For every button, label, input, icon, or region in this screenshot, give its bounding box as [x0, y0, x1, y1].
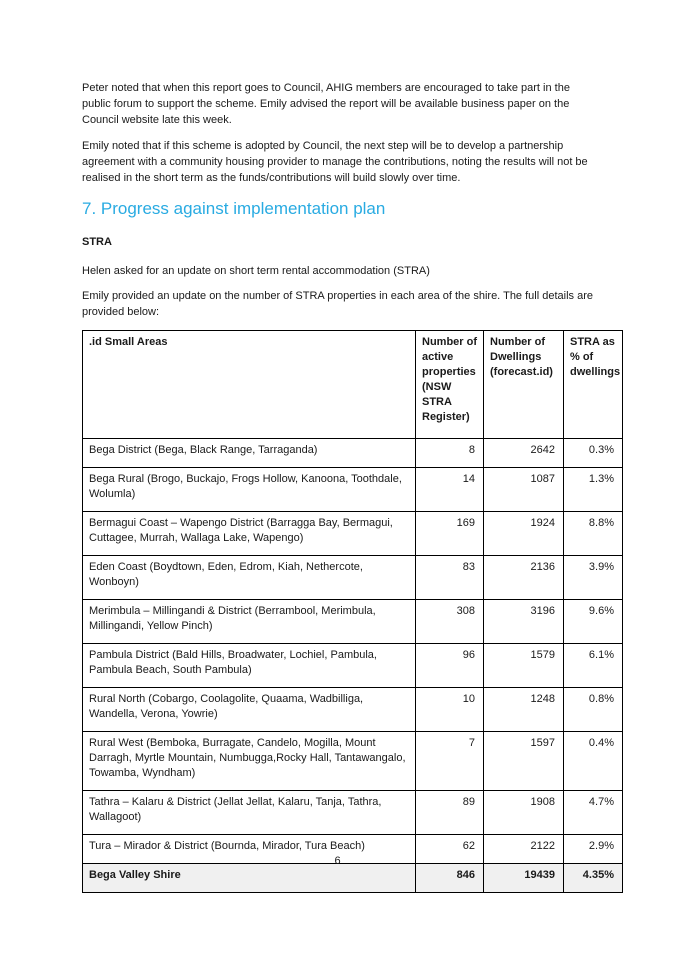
- table-header-row: [83, 331, 623, 439]
- cell-dwellings: 1908: [484, 791, 564, 835]
- cell-pct: 4.7%: [564, 791, 623, 835]
- cell-dwellings: 1087: [484, 468, 564, 512]
- cell-pct: 0.8%: [564, 688, 623, 732]
- cell-pct: 0.3%: [564, 439, 623, 468]
- cell-pct: 8.8%: [564, 512, 623, 556]
- cell-active: 89: [416, 791, 484, 835]
- cell-total-active: 846: [416, 864, 484, 893]
- table-row: [83, 512, 623, 556]
- cell-area: Bega District (Bega, Black Range, Tarraganda): [83, 439, 416, 468]
- cell-dwellings: 1248: [484, 688, 564, 732]
- stra-table: [82, 330, 623, 893]
- cell-pct: 2.9%: [564, 835, 623, 864]
- cell-pct: 0.4%: [564, 732, 623, 791]
- cell-total-pct: 4.35%: [564, 864, 623, 893]
- cell-active: 8: [416, 439, 484, 468]
- cell-total-dwellings: 19439: [484, 864, 564, 893]
- cell-area: Eden Coast (Boydtown, Eden, Edrom, Kiah, Nethercote, Wonboyn): [83, 556, 416, 600]
- cell-active: 308: [416, 600, 484, 644]
- table-row: [83, 600, 623, 644]
- table-row: [83, 644, 623, 688]
- cell-pct: 9.6%: [564, 600, 623, 644]
- cell-active: 83: [416, 556, 484, 600]
- cell-pct: 6.1%: [564, 644, 623, 688]
- cell-active: 10: [416, 688, 484, 732]
- table-row: [83, 791, 623, 835]
- cell-area: Tura – Mirador & District (Bournda, Mirador, Tura Beach): [83, 835, 416, 864]
- paragraph-helen: Helen asked for an update on short term rental accommodation (STRA): [82, 265, 430, 277]
- cell-pct: 1.3%: [564, 468, 623, 512]
- table-total-row: [83, 864, 623, 893]
- cell-dwellings: 1579: [484, 644, 564, 688]
- cell-area: Bermagui Coast – Wapengo District (Barragga Bay, Bermagui, Cuttagee, Murrah, Wallaga Lake, Wapengo): [83, 512, 416, 556]
- cell-active: 7: [416, 732, 484, 791]
- subheading-stra: STRA: [82, 236, 112, 248]
- cell-dwellings: 1597: [484, 732, 564, 791]
- paragraph-emily-scheme: Emily noted that if this scheme is adopted by Council, the next step will be to develop a partnership agreement with a community housing provider to manage the contributions, noting the results will not be realised in the short term as the funds/contributions will build slowly over time.: [82, 140, 588, 184]
- cell-total-area: Bega Valley Shire: [83, 864, 416, 893]
- cell-area: Bega Rural (Brogo, Buckajo, Frogs Hollow, Kanoona, Toothdale, Wolumla): [83, 468, 416, 512]
- table-row: [83, 688, 623, 732]
- paragraph-peter: Peter noted that when this report goes to Council, AHIG members are encouraged to take part in the public forum to support the scheme. Emily advised the report will be available business paper on the Council website late this week.: [82, 82, 570, 126]
- section-heading: 7. Progress against implementation plan: [82, 199, 386, 218]
- cell-dwellings: 1924: [484, 512, 564, 556]
- cell-active: 96: [416, 644, 484, 688]
- cell-dwellings: 2136: [484, 556, 564, 600]
- column-header-dwellings: Number of Dwellings (forecast.id): [484, 331, 564, 439]
- cell-active: 14: [416, 468, 484, 512]
- cell-pct: 3.9%: [564, 556, 623, 600]
- cell-area: Pambula District (Bald Hills, Broadwater, Lochiel, Pambula, Pambula Beach, South Pambula): [83, 644, 416, 688]
- table-row: [83, 732, 623, 791]
- cell-area: Merimbula – Millingandi & District (Berrambool, Merimbula, Millingandi, Yellow Pinch): [83, 600, 416, 644]
- cell-area: Tathra – Kalaru & District (Jellat Jellat, Kalaru, Tanja, Tathra, Wallagoot): [83, 791, 416, 835]
- table-row: [83, 556, 623, 600]
- table-row: [83, 439, 623, 468]
- cell-dwellings: 2122: [484, 835, 564, 864]
- cell-dwellings: 2642: [484, 439, 564, 468]
- table-row: [83, 468, 623, 512]
- paragraph-emily-update: Emily provided an update on the number of STRA properties in each area of the shire. The full details are provided below:: [82, 290, 593, 318]
- column-header-stra-pct: STRA as % of dwellings: [564, 331, 623, 439]
- cell-active: 62: [416, 835, 484, 864]
- column-header-small-areas: .id Small Areas: [83, 331, 416, 439]
- page-number: 6: [334, 855, 341, 867]
- column-header-active-properties: Number of active properties (NSW STRA Register): [416, 331, 484, 439]
- cell-dwellings: 3196: [484, 600, 564, 644]
- cell-active: 169: [416, 512, 484, 556]
- cell-area: Rural North (Cobargo, Coolagolite, Quaama, Wadbilliga, Wandella, Verona, Yowrie): [83, 688, 416, 732]
- cell-area: Rural West (Bemboka, Burragate, Candelo, Mogilla, Mount Darragh, Myrtle Mountain, Numbugga,Rocky Hall, Tantawangalo, Towamba, Wyndham): [83, 732, 416, 791]
